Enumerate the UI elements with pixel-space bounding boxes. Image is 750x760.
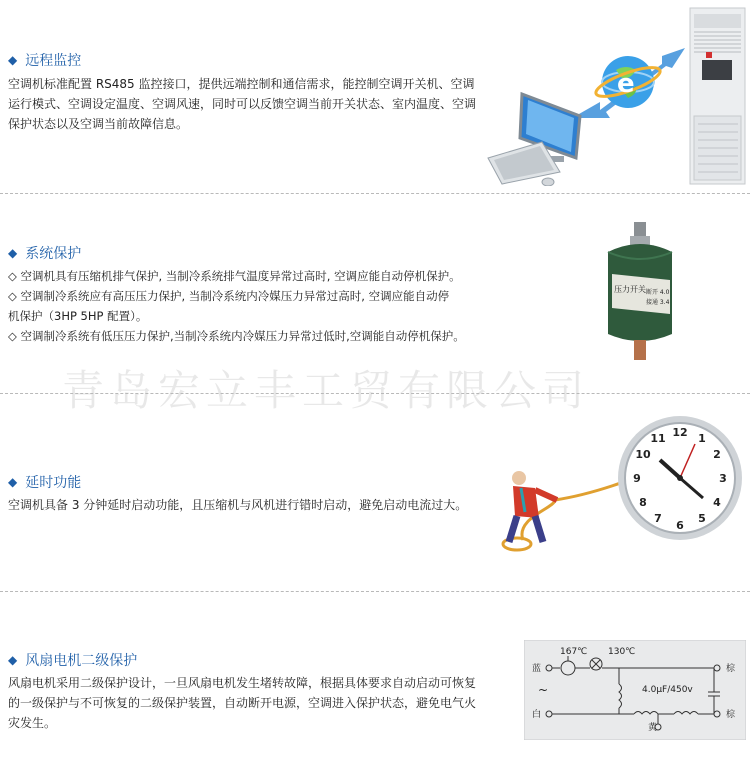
svg-text:9: 9 (633, 472, 641, 485)
section-divider (0, 393, 750, 394)
heading-delay-function (8, 472, 81, 492)
pressure-switch-image (600, 222, 680, 360)
circuit-temp1: 167℃ (560, 647, 588, 657)
globe-icon (593, 56, 663, 108)
svg-text:2: 2 (713, 448, 721, 461)
svg-text:1: 1 (698, 432, 706, 445)
svg-text:11: 11 (650, 432, 666, 445)
circuit-label-right-top: 棕 (726, 664, 736, 674)
text-line: 机保护（3HP 5HP 配置）。 (8, 309, 148, 323)
switch-spec-on: 接通 3.4 (646, 299, 670, 306)
text-line: 运行模式、空调设定温度、空调风速，同时可以反馈空调当前开关状态、室内温度、空调 (8, 97, 477, 111)
text-line: 的一级保护与不可恢复的二级保护装置，自动断开电源，空调进入保护状态，避免电气火 (8, 696, 477, 710)
svg-text:5: 5 (698, 512, 706, 525)
svg-text:8: 8 (639, 496, 647, 509)
switch-label: 压力开关 (614, 285, 646, 294)
svg-text:7: 7 (654, 512, 662, 525)
svg-text:10: 10 (635, 448, 651, 461)
fan-motor-circuit-diagram (524, 640, 746, 740)
heading-text: 远程监控 (25, 53, 82, 69)
switch-spec-off: 断开 4.0 (646, 289, 670, 296)
text-line: 灾发生。 (8, 716, 57, 730)
text-line: 保护状态以及空调当前故障信息。 (8, 117, 189, 131)
section-divider (0, 591, 750, 592)
section-divider (0, 193, 750, 194)
delay-illustration (495, 408, 750, 558)
air-conditioner-cabinet-icon (690, 8, 745, 184)
circuit-label-right-bottom: 棕 (726, 710, 736, 720)
paragraph-remote-monitoring (8, 74, 476, 134)
diamond-bullet-icon: ◆ (8, 246, 18, 260)
svg-text:3: 3 (719, 472, 727, 485)
wall-clock-icon (618, 416, 742, 540)
circuit-temp2: 130℃ (608, 647, 636, 657)
heading-text: 延时功能 (25, 475, 82, 491)
heading-fan-motor-protection (8, 650, 137, 670)
svg-text:4: 4 (713, 496, 721, 509)
watermark-text: 青岛宏立丰工贸有限公司 (62, 366, 591, 415)
heading-system-protection (8, 243, 81, 263)
heading-remote-monitoring (8, 50, 81, 70)
paragraph-system-protection (8, 266, 465, 346)
paragraph-delay-function (8, 495, 467, 515)
text-line: 空调机标准配置 RS485 监控接口，提供远端控制和通信需求，能控制空调开关机、空调 (8, 77, 475, 91)
circuit-label-left-bottom: 白 (532, 710, 542, 720)
remote-monitoring-illustration (480, 6, 748, 186)
text-line: 空调机具备 3 分钟延时启动功能，且压缩机与风机进行错时启动，避免启动电流过大。 (8, 498, 468, 512)
diamond-bullet-icon: ◆ (8, 53, 18, 67)
text-line: ◇ 空调制冷系统应有高压压力保护, 当制冷系统内冷媒压力异常过高时, 空调应能自动停 (8, 289, 450, 303)
svg-text:e: e (617, 69, 635, 99)
svg-text:12: 12 (672, 426, 688, 439)
circuit-capacitor-label: 4.0μF/450v (642, 685, 693, 695)
svg-text:6: 6 (676, 519, 684, 532)
heading-text: 风扇电机二级保护 (25, 653, 138, 669)
diamond-bullet-icon: ◆ (8, 653, 18, 667)
text-line: ◇ 空调机具有压缩机排气保护, 当制冷系统排气温度异常过高时, 空调应能自动停机保护。 (8, 269, 461, 283)
text-line: ◇ 空调制冷系统有低压压力保护,当制冷系统内冷媒压力异常过低时,空调能自动停机保护。 (8, 329, 465, 343)
text-line: 风扇电机采用二级保护设计，一旦风扇电机发生堵转故障，根据具体要求自动启动可恢复 (8, 676, 477, 690)
circuit-label-bottom: 黄 (648, 723, 658, 733)
diamond-bullet-icon: ◆ (8, 475, 18, 489)
paragraph-fan-motor-protection (8, 673, 476, 733)
circuit-ac-symbol: ~ (538, 683, 549, 697)
heading-text: 系统保护 (25, 246, 82, 262)
circuit-label-left-top: 蓝 (532, 664, 542, 674)
